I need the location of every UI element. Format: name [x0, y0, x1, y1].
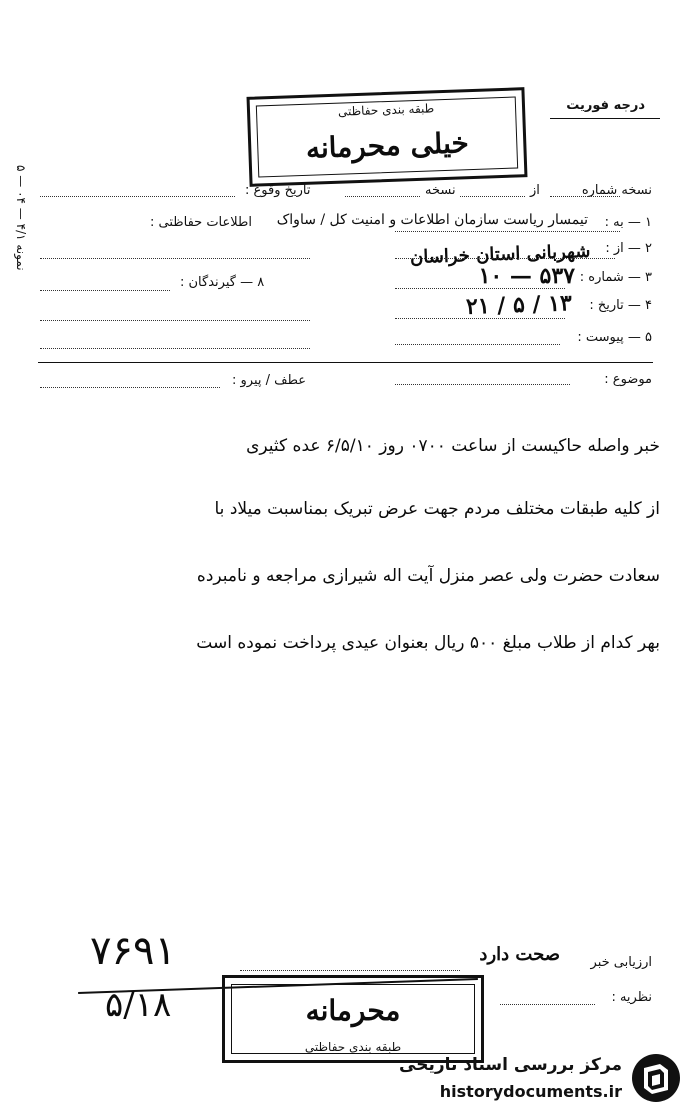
field-4-value: ۲۱ / ۵ / ۱۳	[465, 290, 573, 320]
subject-label: موضوع :	[604, 372, 652, 387]
ref-dots	[40, 387, 220, 388]
copies-dots	[345, 196, 420, 197]
ref-label: عطف / پیرو :	[232, 373, 307, 388]
opinion-label: نظریه :	[611, 990, 652, 1005]
event-date-label: تاریخ وقوع :	[245, 183, 311, 198]
field-2-label: ۲ — از :	[605, 241, 652, 256]
field-3-value: ۱۰ — ۵۳۷	[478, 263, 575, 289]
copies-label: نسخه	[425, 183, 456, 198]
watermark-title: مرکز بررسی اسناد تاریخی	[399, 1055, 622, 1075]
urgency-underline	[550, 118, 660, 119]
field-5-label: ۵ — پیوست :	[577, 330, 652, 345]
copy-of-dots	[460, 196, 525, 197]
body-line-2: از کلیه طبقات مختلف مردم جهت عرض تبریک بمناسبت میلاد با	[214, 499, 660, 519]
evaluation-value: صحت دارد	[479, 944, 560, 965]
copy-number-dots	[550, 196, 620, 197]
field-4-dots	[395, 318, 565, 319]
protection-dots-1	[40, 258, 310, 259]
handwritten-date: ۵/۱۸	[105, 985, 172, 1025]
field-3-label: ۳ — شماره :	[579, 270, 652, 285]
body-line-4: بهر کدام از طلاب مبلغ ۵۰۰ ریال بعنوان عیدی پرداخت نموده است	[196, 633, 660, 653]
bottom-stamp-bottom: طبقه بندی حفاظتی	[304, 1040, 402, 1054]
field-4-label: ۴ — تاریخ :	[589, 298, 652, 313]
bottom-stamp-main: محرمانه	[305, 994, 401, 1027]
field-2-value: شهربانی استان خراسان	[409, 240, 591, 269]
classification-stamp-main: خیلی محرمانه	[305, 126, 470, 165]
side-margin-note: نمونه ۴/۱ — ۰۴ — ۵	[14, 165, 28, 271]
subject-dots	[395, 384, 570, 385]
recipients-label: ۸ — گیرندگان :	[180, 275, 265, 290]
header-separator	[38, 362, 653, 363]
handwritten-number: ۷۶۹۱	[90, 928, 176, 974]
body-line-1: خبر واصله حاکیست از ساعت ۰۷۰۰ روز ۶/۵/۱۰ عده کثیری	[246, 436, 660, 456]
recipients-dots	[40, 290, 170, 291]
field-3-dots	[395, 288, 565, 289]
evaluation-dots	[240, 970, 460, 971]
recipients-dots-2	[40, 320, 310, 321]
event-date-dots	[40, 196, 235, 197]
field-2-dots	[395, 258, 615, 259]
field-1-dots	[395, 231, 620, 232]
recipients-dots-3	[40, 348, 310, 349]
copy-number-label: نسخه شماره	[581, 183, 652, 198]
classification-stamp-top: طبقه بندی حفاظتی	[337, 101, 435, 119]
field-1-label: ۱ — به :	[604, 215, 652, 230]
body-line-3: سعادت حضرت ولی عصر منزل آیت اله شیرازی مراجعه و نامبرده	[196, 566, 660, 586]
classification-stamp	[247, 87, 528, 187]
evaluation-label: ارزیابی خبر	[590, 955, 652, 970]
bottom-classification-stamp	[222, 975, 484, 1063]
opinion-dots	[500, 1004, 595, 1005]
copy-of-label: از	[530, 183, 540, 198]
protection-text: اطلاعات حفاظتی :	[150, 215, 252, 230]
field-5-dots	[395, 344, 560, 345]
urgency-label: درجه فوریت	[566, 98, 645, 113]
watermark-site: historydocuments.ir	[439, 1082, 622, 1101]
history-logo-icon	[630, 1052, 682, 1104]
field-1-value: تیمسار ریاست سازمان اطلاعات و امنیت کل / ساواک	[276, 212, 588, 228]
